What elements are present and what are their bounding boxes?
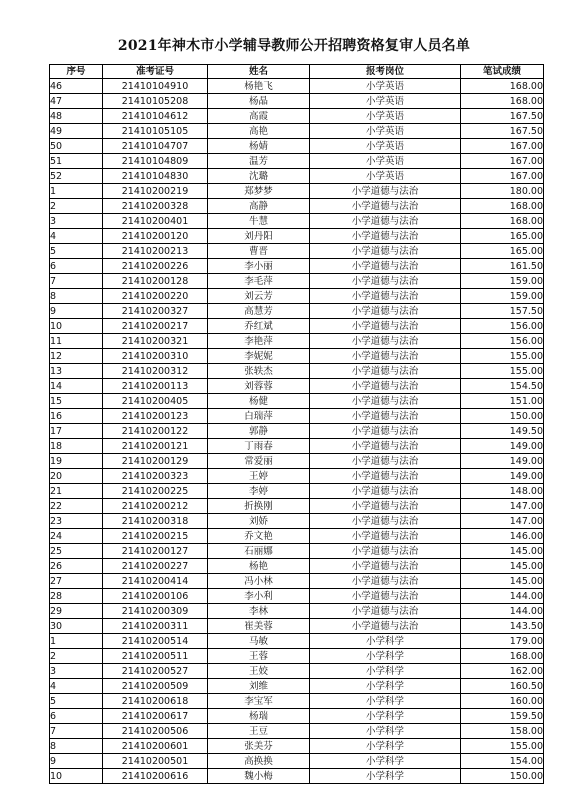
- cell-post: 小学道德与法治: [310, 499, 461, 514]
- cell-name: 白瑞萍: [208, 409, 310, 424]
- cell-score: 157.50: [461, 304, 544, 319]
- cell-score: 160.50: [461, 679, 544, 694]
- cell-score: 148.00: [461, 484, 544, 499]
- cell-name: 沈璐: [208, 169, 310, 184]
- cell-name: 张轶杰: [208, 364, 310, 379]
- cell-score: 159.50: [461, 709, 544, 724]
- cell-post: 小学科学: [310, 664, 461, 679]
- cell-post: 小学道德与法治: [310, 619, 461, 634]
- cell-name: 郑梦梦: [208, 184, 310, 199]
- cell-serial: 29: [50, 604, 103, 619]
- cell-name: 王蓉: [208, 649, 310, 664]
- cell-post: 小学科学: [310, 724, 461, 739]
- cell-post: 小学道德与法治: [310, 229, 461, 244]
- cell-post: 小学道德与法治: [310, 364, 461, 379]
- cell-name: 丁雨春: [208, 439, 310, 454]
- cell-exam-id: 21410200514: [103, 634, 208, 649]
- cell-name: 曹晋: [208, 244, 310, 259]
- table-row: [50, 259, 544, 274]
- document-title: 2021年神木市小学辅导教师公开招聘资格复审人员名单: [117, 38, 471, 54]
- table-row: [50, 214, 544, 229]
- cell-exam-id: 21410104809: [103, 154, 208, 169]
- cell-serial: 7: [50, 724, 103, 739]
- cell-post: 小学道德与法治: [310, 559, 461, 574]
- cell-score: 180.00: [461, 184, 544, 199]
- cell-score: 167.50: [461, 124, 544, 139]
- table-row: [50, 364, 544, 379]
- table-row: [50, 484, 544, 499]
- cell-name: 杨艳飞: [208, 79, 310, 94]
- cell-score: 154.50: [461, 379, 544, 394]
- cell-exam-id: 21410200219: [103, 184, 208, 199]
- cell-serial: 50: [50, 139, 103, 154]
- cell-score: 155.00: [461, 349, 544, 364]
- header-name: 姓名: [208, 65, 310, 79]
- cell-post: 小学道德与法治: [310, 379, 461, 394]
- cell-serial: 14: [50, 379, 103, 394]
- cell-serial: 6: [50, 709, 103, 724]
- cell-name: 刘娇: [208, 514, 310, 529]
- table-row: [50, 154, 544, 169]
- cell-serial: 22: [50, 499, 103, 514]
- cell-serial: 19: [50, 454, 103, 469]
- cell-exam-id: 21410200106: [103, 589, 208, 604]
- cell-post: 小学道德与法治: [310, 394, 461, 409]
- cell-name: 杨瑞: [208, 709, 310, 724]
- cell-serial: 28: [50, 589, 103, 604]
- cell-serial: 1: [50, 634, 103, 649]
- table-row: [50, 274, 544, 289]
- cell-exam-id: 21410200212: [103, 499, 208, 514]
- cell-score: 167.00: [461, 154, 544, 169]
- cell-post: 小学道德与法治: [310, 199, 461, 214]
- cell-score: 150.00: [461, 769, 544, 784]
- header-score: 笔试成绩: [461, 65, 544, 79]
- table-row: [50, 604, 544, 619]
- cell-score: 145.00: [461, 559, 544, 574]
- cell-score: 159.00: [461, 274, 544, 289]
- cell-exam-id: 21410200509: [103, 679, 208, 694]
- table-row: [50, 529, 544, 544]
- cell-score: 168.00: [461, 199, 544, 214]
- cell-exam-id: 21410200401: [103, 214, 208, 229]
- cell-name: 王姣: [208, 664, 310, 679]
- cell-post: 小学道德与法治: [310, 349, 461, 364]
- cell-score: 149.00: [461, 439, 544, 454]
- table-body: [50, 79, 544, 784]
- cell-score: 155.00: [461, 364, 544, 379]
- table-row: [50, 124, 544, 139]
- cell-name: 牛慧: [208, 214, 310, 229]
- cell-name: 李宝军: [208, 694, 310, 709]
- cell-serial: 17: [50, 424, 103, 439]
- cell-exam-id: 21410105208: [103, 94, 208, 109]
- cell-name: 李艳萍: [208, 334, 310, 349]
- cell-exam-id: 21410200327: [103, 304, 208, 319]
- cell-post: 小学科学: [310, 709, 461, 724]
- table-row: [50, 289, 544, 304]
- cell-score: 165.00: [461, 229, 544, 244]
- table-row: [50, 664, 544, 679]
- cell-name: 李林: [208, 604, 310, 619]
- cell-exam-id: 21410104612: [103, 109, 208, 124]
- cell-exam-id: 21410200120: [103, 229, 208, 244]
- table-header-row: [50, 65, 544, 79]
- cell-score: 165.00: [461, 244, 544, 259]
- cell-exam-id: 21410200310: [103, 349, 208, 364]
- cell-post: 小学英语: [310, 124, 461, 139]
- cell-post: 小学道德与法治: [310, 304, 461, 319]
- cell-post: 小学道德与法治: [310, 319, 461, 334]
- cell-exam-id: 21410200506: [103, 724, 208, 739]
- cell-post: 小学英语: [310, 169, 461, 184]
- cell-post: 小学道德与法治: [310, 454, 461, 469]
- cell-serial: 48: [50, 109, 103, 124]
- cell-serial: 18: [50, 439, 103, 454]
- cell-score: 143.50: [461, 619, 544, 634]
- cell-serial: 46: [50, 79, 103, 94]
- cell-serial: 5: [50, 694, 103, 709]
- cell-name: 刘云芳: [208, 289, 310, 304]
- table-row: [50, 574, 544, 589]
- table-row: [50, 109, 544, 124]
- table-row: [50, 304, 544, 319]
- cell-name: 王婷: [208, 469, 310, 484]
- cell-serial: 8: [50, 739, 103, 754]
- table-row: [50, 589, 544, 604]
- table-row: [50, 739, 544, 754]
- cell-score: 149.00: [461, 454, 544, 469]
- table-row: [50, 769, 544, 784]
- table-row: [50, 619, 544, 634]
- cell-serial: 47: [50, 94, 103, 109]
- cell-exam-id: 21410200511: [103, 649, 208, 664]
- table-row: [50, 409, 544, 424]
- cell-score: 168.00: [461, 79, 544, 94]
- cell-exam-id: 21410200127: [103, 544, 208, 559]
- cell-exam-id: 21410200217: [103, 319, 208, 334]
- cell-exam-id: 21410200321: [103, 334, 208, 349]
- cell-exam-id: 21410200312: [103, 364, 208, 379]
- cell-serial: 26: [50, 559, 103, 574]
- cell-name: 杨晶: [208, 94, 310, 109]
- cell-score: 167.50: [461, 109, 544, 124]
- cell-post: 小学科学: [310, 649, 461, 664]
- cell-score: 167.00: [461, 139, 544, 154]
- cell-post: 小学道德与法治: [310, 244, 461, 259]
- cell-exam-id: 21410200501: [103, 754, 208, 769]
- cell-exam-id: 21410200618: [103, 694, 208, 709]
- cell-name: 刘蓉蓉: [208, 379, 310, 394]
- cell-exam-id: 21410200121: [103, 439, 208, 454]
- cell-exam-id: 21410104830: [103, 169, 208, 184]
- cell-exam-id: 21410200328: [103, 199, 208, 214]
- cell-score: 162.00: [461, 664, 544, 679]
- cell-exam-id: 21410200225: [103, 484, 208, 499]
- table-row: [50, 349, 544, 364]
- table-row: [50, 199, 544, 214]
- cell-serial: 51: [50, 154, 103, 169]
- cell-score: 155.00: [461, 739, 544, 754]
- table-row: [50, 469, 544, 484]
- cell-name: 高艳: [208, 124, 310, 139]
- table-row: [50, 724, 544, 739]
- cell-score: 168.00: [461, 649, 544, 664]
- cell-score: 145.00: [461, 544, 544, 559]
- cell-exam-id: 21410200220: [103, 289, 208, 304]
- cell-serial: 49: [50, 124, 103, 139]
- cell-serial: 2: [50, 199, 103, 214]
- table-row: [50, 139, 544, 154]
- table-row: [50, 424, 544, 439]
- cell-name: 高霞: [208, 109, 310, 124]
- table-row: [50, 394, 544, 409]
- table-row: [50, 229, 544, 244]
- cell-name: 高换换: [208, 754, 310, 769]
- cell-score: 147.00: [461, 499, 544, 514]
- cell-exam-id: 21410200405: [103, 394, 208, 409]
- cell-score: 179.00: [461, 634, 544, 649]
- cell-name: 李毛萍: [208, 274, 310, 289]
- cell-exam-id: 21410200616: [103, 769, 208, 784]
- cell-name: 李妮妮: [208, 349, 310, 364]
- cell-post: 小学道德与法治: [310, 259, 461, 274]
- cell-exam-id: 21410200527: [103, 664, 208, 679]
- table-row: [50, 559, 544, 574]
- cell-name: 常爱丽: [208, 454, 310, 469]
- cell-name: 魏小梅: [208, 769, 310, 784]
- cell-post: 小学科学: [310, 679, 461, 694]
- cell-exam-id: 21410200414: [103, 574, 208, 589]
- cell-post: 小学道德与法治: [310, 274, 461, 289]
- cell-exam-id: 21410200128: [103, 274, 208, 289]
- cell-score: 159.00: [461, 289, 544, 304]
- cell-exam-id: 21410200601: [103, 739, 208, 754]
- cell-serial: 13: [50, 364, 103, 379]
- cell-serial: 52: [50, 169, 103, 184]
- table-row: [50, 499, 544, 514]
- cell-name: 刘维: [208, 679, 310, 694]
- cell-exam-id: 21410200227: [103, 559, 208, 574]
- cell-exam-id: 21410104910: [103, 79, 208, 94]
- table-row: [50, 319, 544, 334]
- cell-serial: 11: [50, 334, 103, 349]
- cell-name: 石丽娜: [208, 544, 310, 559]
- cell-score: 149.00: [461, 469, 544, 484]
- cell-serial: 15: [50, 394, 103, 409]
- cell-exam-id: 21410200213: [103, 244, 208, 259]
- cell-serial: 12: [50, 349, 103, 364]
- cell-serial: 10: [50, 769, 103, 784]
- table-row: [50, 94, 544, 109]
- cell-name: 高慧芳: [208, 304, 310, 319]
- cell-serial: 25: [50, 544, 103, 559]
- cell-post: 小学道德与法治: [310, 589, 461, 604]
- cell-serial: 24: [50, 529, 103, 544]
- cell-score: 154.00: [461, 754, 544, 769]
- cell-post: 小学科学: [310, 634, 461, 649]
- cell-score: 167.00: [461, 169, 544, 184]
- cell-name: 杨婧: [208, 139, 310, 154]
- cell-name: 高静: [208, 199, 310, 214]
- cell-score: 161.50: [461, 259, 544, 274]
- table-row: [50, 514, 544, 529]
- cell-name: 乔红斌: [208, 319, 310, 334]
- table-row: [50, 454, 544, 469]
- candidate-table: [49, 64, 544, 784]
- cell-name: 冯小林: [208, 574, 310, 589]
- cell-post: 小学科学: [310, 739, 461, 754]
- cell-name: 张美芬: [208, 739, 310, 754]
- cell-score: 146.00: [461, 529, 544, 544]
- cell-post: 小学英语: [310, 109, 461, 124]
- table-row: [50, 379, 544, 394]
- cell-name: 杨艳: [208, 559, 310, 574]
- cell-name: 崔美蓉: [208, 619, 310, 634]
- table-row: [50, 634, 544, 649]
- cell-exam-id: 21410200129: [103, 454, 208, 469]
- cell-name: 马敏: [208, 634, 310, 649]
- cell-score: 145.00: [461, 574, 544, 589]
- cell-name: 郭静: [208, 424, 310, 439]
- cell-serial: 23: [50, 514, 103, 529]
- cell-post: 小学道德与法治: [310, 484, 461, 499]
- cell-score: 168.00: [461, 94, 544, 109]
- cell-name: 折换刚: [208, 499, 310, 514]
- cell-post: 小学道德与法治: [310, 529, 461, 544]
- cell-serial: 7: [50, 274, 103, 289]
- cell-serial: 1: [50, 184, 103, 199]
- cell-serial: 21: [50, 484, 103, 499]
- cell-name: 李婷: [208, 484, 310, 499]
- cell-exam-id: 21410200226: [103, 259, 208, 274]
- cell-post: 小学科学: [310, 754, 461, 769]
- cell-name: 杨健: [208, 394, 310, 409]
- cell-score: 160.00: [461, 694, 544, 709]
- cell-post: 小学道德与法治: [310, 574, 461, 589]
- cell-serial: 9: [50, 754, 103, 769]
- cell-serial: 30: [50, 619, 103, 634]
- cell-post: 小学道德与法治: [310, 514, 461, 529]
- table-row: [50, 544, 544, 559]
- cell-serial: 3: [50, 664, 103, 679]
- cell-score: 151.00: [461, 394, 544, 409]
- cell-post: 小学道德与法治: [310, 439, 461, 454]
- cell-serial: 10: [50, 319, 103, 334]
- cell-serial: 4: [50, 229, 103, 244]
- cell-name: 刘丹阳: [208, 229, 310, 244]
- cell-score: 147.00: [461, 514, 544, 529]
- cell-serial: 9: [50, 304, 103, 319]
- cell-score: 158.00: [461, 724, 544, 739]
- cell-post: 小学道德与法治: [310, 334, 461, 349]
- table-row: [50, 244, 544, 259]
- cell-exam-id: 21410200311: [103, 619, 208, 634]
- cell-score: 168.00: [461, 214, 544, 229]
- cell-exam-id: 21410200122: [103, 424, 208, 439]
- cell-post: 小学科学: [310, 769, 461, 784]
- cell-post: 小学英语: [310, 154, 461, 169]
- table-row: [50, 184, 544, 199]
- cell-serial: 4: [50, 679, 103, 694]
- cell-score: 149.50: [461, 424, 544, 439]
- cell-exam-id: 21410200309: [103, 604, 208, 619]
- cell-post: 小学英语: [310, 139, 461, 154]
- cell-score: 156.00: [461, 334, 544, 349]
- cell-post: 小学道德与法治: [310, 184, 461, 199]
- table-row: [50, 694, 544, 709]
- cell-exam-id: 21410200123: [103, 409, 208, 424]
- cell-name: 李小利: [208, 589, 310, 604]
- cell-exam-id: 21410200113: [103, 379, 208, 394]
- cell-name: 温芳: [208, 154, 310, 169]
- cell-post: 小学道德与法治: [310, 424, 461, 439]
- cell-serial: 2: [50, 649, 103, 664]
- table-row: [50, 709, 544, 724]
- cell-exam-id: 21410200318: [103, 514, 208, 529]
- header-exam-id: 准考证号: [103, 65, 208, 79]
- cell-score: 144.00: [461, 589, 544, 604]
- table-row: [50, 79, 544, 94]
- table-row: [50, 754, 544, 769]
- cell-score: 156.00: [461, 319, 544, 334]
- cell-post: 小学道德与法治: [310, 544, 461, 559]
- cell-score: 144.00: [461, 604, 544, 619]
- cell-post: 小学道德与法治: [310, 289, 461, 304]
- cell-score: 150.00: [461, 409, 544, 424]
- cell-post: 小学道德与法治: [310, 604, 461, 619]
- cell-serial: 27: [50, 574, 103, 589]
- cell-exam-id: 21410200215: [103, 529, 208, 544]
- cell-name: 李小丽: [208, 259, 310, 274]
- cell-post: 小学道德与法治: [310, 469, 461, 484]
- cell-serial: 16: [50, 409, 103, 424]
- cell-exam-id: 21410104707: [103, 139, 208, 154]
- cell-post: 小学英语: [310, 79, 461, 94]
- cell-exam-id: 21410200617: [103, 709, 208, 724]
- cell-serial: 6: [50, 259, 103, 274]
- table-row: [50, 439, 544, 454]
- table-row: [50, 649, 544, 664]
- table-row: [50, 169, 544, 184]
- table-row: [50, 334, 544, 349]
- table-row: [50, 679, 544, 694]
- cell-serial: 20: [50, 469, 103, 484]
- header-serial: 序号: [50, 65, 103, 79]
- cell-post: 小学科学: [310, 694, 461, 709]
- cell-serial: 3: [50, 214, 103, 229]
- cell-name: 乔文艳: [208, 529, 310, 544]
- header-post: 报考岗位: [310, 65, 461, 79]
- cell-name: 王豆: [208, 724, 310, 739]
- cell-serial: 5: [50, 244, 103, 259]
- cell-post: 小学道德与法治: [310, 409, 461, 424]
- cell-post: 小学道德与法治: [310, 214, 461, 229]
- cell-exam-id: 21410200323: [103, 469, 208, 484]
- cell-post: 小学英语: [310, 94, 461, 109]
- cell-exam-id: 21410105105: [103, 124, 208, 139]
- cell-serial: 8: [50, 289, 103, 304]
